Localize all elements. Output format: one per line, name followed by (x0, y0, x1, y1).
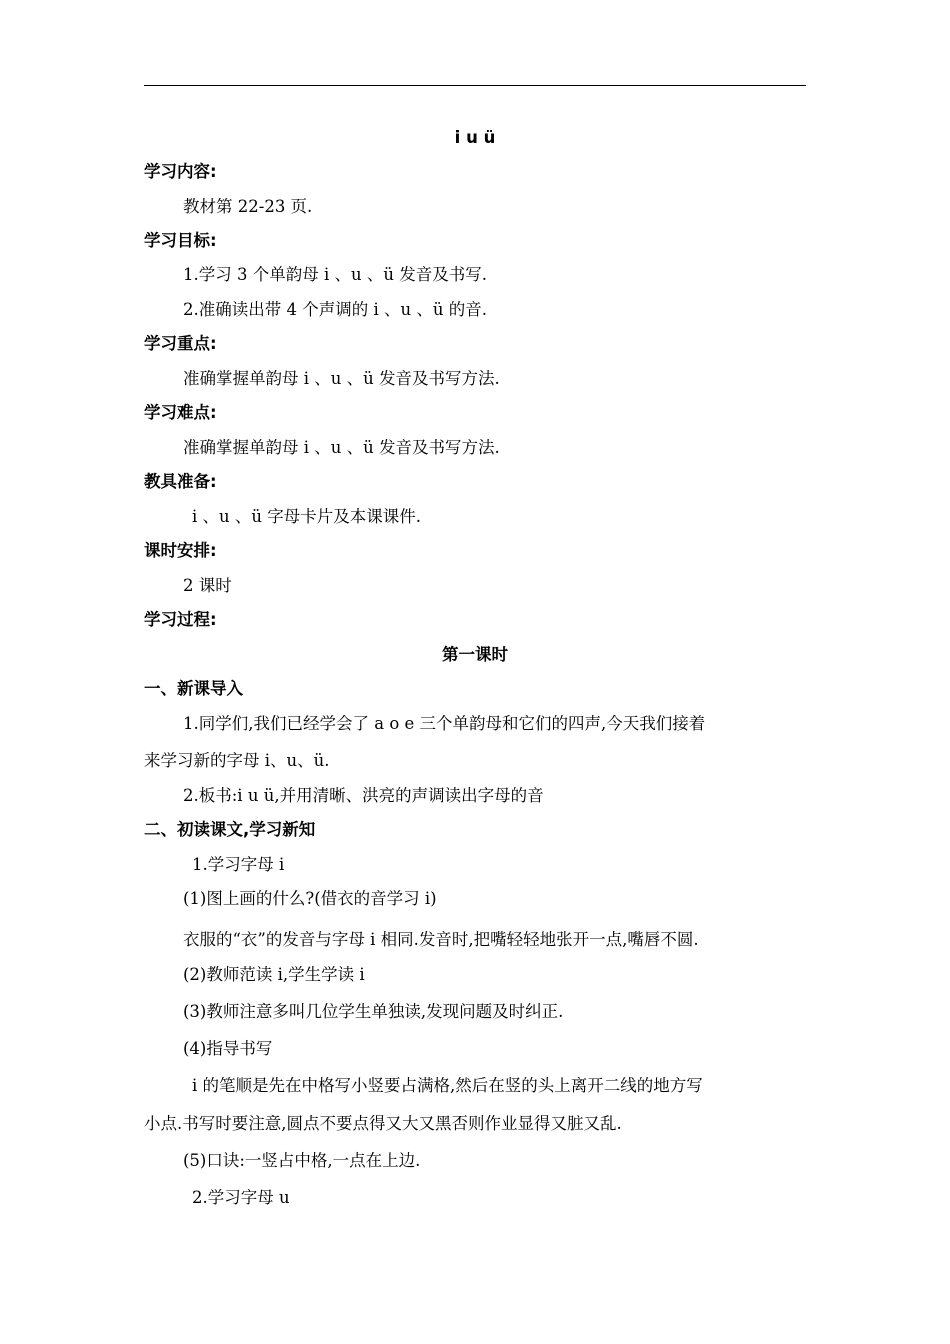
writing-line-2: 小点.书写时要注意,圆点不要点得又大又黑否则作业显得又脏又乱. (144, 1114, 622, 1133)
difficulty-text: 准确掌握单韵母 i 、u 、ü 发音及书写方法. (183, 438, 500, 457)
goals-heading: 学习目标: (144, 231, 217, 250)
paragraph-2: 2.板书:i u ü,并用清晰、洪亮的声调读出字母的音 (183, 786, 544, 805)
goal-2: 2.准确读出带 4 个声调的 i 、u 、ü 的音. (183, 300, 487, 319)
learn-i: 1.学习字母 i (192, 855, 285, 874)
part2-heading: 二、初读课文,学习新知 (144, 820, 316, 839)
goal-1: 1.学习 3 个单韵母 i 、u 、ü 发音及书写. (183, 265, 487, 284)
schedule-heading: 课时安排: (144, 541, 217, 560)
learn-u: 2.学习字母 u (192, 1188, 290, 1207)
step-1: (1)图上画的什么?(借衣的音学习 i) (183, 889, 437, 908)
tools-text: i 、u 、ü 字母卡片及本课课件. (192, 507, 422, 526)
paragraph-1-line-2: 来学习新的字母 i、u、ü. (144, 751, 330, 770)
header-rule (144, 85, 806, 86)
key-heading: 学习重点: (144, 334, 217, 353)
part1-heading: 一、新课导入 (144, 679, 243, 698)
step-2: (2)教师范读 i,学生学读 i (183, 965, 365, 984)
step-1-description: 衣服的“衣”的发音与字母 i 相同.发音时,把嘴轻轻地张开一点,嘴唇不圆. (183, 930, 699, 949)
schedule-text: 2 课时 (183, 576, 232, 595)
tools-heading: 教具准备: (144, 472, 217, 491)
key-text: 准确掌握单韵母 i 、u 、ü 发音及书写方法. (183, 369, 500, 388)
process-heading: 学习过程: (144, 610, 217, 629)
step-4: (4)指导书写 (183, 1039, 273, 1058)
content-text: 教材第 22-23 页. (183, 197, 313, 216)
document-title: i u ü (454, 128, 496, 147)
difficulty-heading: 学习难点: (144, 403, 217, 422)
lesson-title: 第一课时 (442, 645, 508, 664)
paragraph-1-line-1: 1.同学们,我们已经学会了 a o e 三个单韵母和它们的四声,今天我们接着 (183, 714, 706, 733)
step-5: (5)口诀:一竖占中格,一点在上边. (183, 1151, 421, 1170)
step-3: (3)教师注意多叫几位学生单独读,发现问题及时纠正. (183, 1002, 564, 1021)
writing-line-1: i 的笔顺是先在中格写小竖要占满格,然后在竖的头上离开二线的地方写 (192, 1076, 703, 1095)
content-heading: 学习内容: (144, 162, 217, 181)
